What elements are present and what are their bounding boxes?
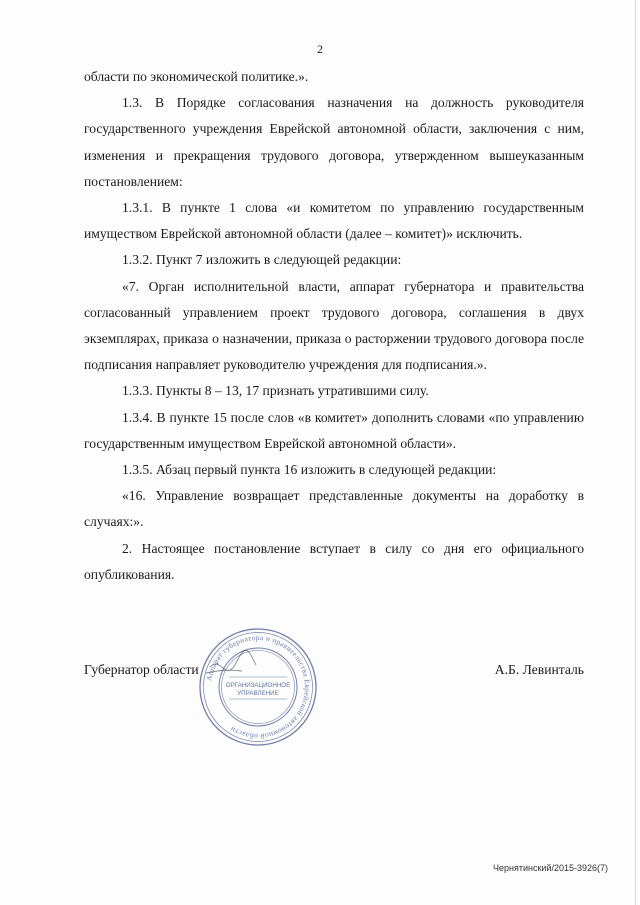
signatory-position: Губернатор области [84,662,199,677]
paragraph-1-3-3: 1.3.3. Пункты 8 – 13, 17 признать утратившими силу. [122,383,429,399]
signatory-name: А.Б. Левинталь [494,662,584,677]
paragraph-1-3-4: 1.3.4. В пункте 15 после слов «в комитет» дополнить словами «по управлению государственным имуществом Еврейской автономной области». [84,409,584,451]
paragraph-1-3-2: 1.3.2. Пункт 7 изложить в следующей редакции: [122,252,402,268]
paragraph-2: 2. Настоящее постановление вступает в силу со дня его официального опубликования. [84,540,584,582]
seal-center-line-1: ОРГАНИЗАЦИОННОЕ [225,682,291,689]
paragraph-continuation: области по экономической политике.». [84,69,309,84]
document-registration-code: Чернятинский/2015-3926(7) [492,863,608,873]
document-body [84,64,584,588]
paragraph-quote-7: «7. Орган исполнительной власти, аппарат губернатора и правительства согласованный управлением проект трудового договора, соглашения в двух экземплярах, приказа о назначении, приказа о расторжении трудового договора после подписания направляет руководителю учреждения для подписания.». [84,278,584,373]
official-seal [196,625,320,749]
signature-block [84,657,584,683]
seal-center-line-2: УПРАВЛЕНИЕ [237,690,279,697]
seal-ring-text: Аппарат губернатора и правительства Еврейской автономной области [204,632,313,742]
page-edge-line [635,0,636,905]
page-number: 2 [317,42,323,56]
paragraph-1-3-1: 1.3.1. В пункте 1 слова «и комитетом по управлению государственным имуществом Еврейской автономной области (далее – комитет)» исключить. [84,200,584,242]
paragraph-1-3-5: 1.3.5. Абзац первый пункта 16 изложить в следующей редакции: [122,462,497,478]
paragraph-quote-16: «16. Управление возвращает представленные документы на доработку в случаях:». [84,488,584,530]
paragraph-1-3: 1.3. В Порядке согласования назначения на должность руководителя государственного учреждения Еврейской автономной области, заключения с ним, изменения и прекращения трудового договора, утвержденном вышеуказанным постановлением: [84,95,584,189]
